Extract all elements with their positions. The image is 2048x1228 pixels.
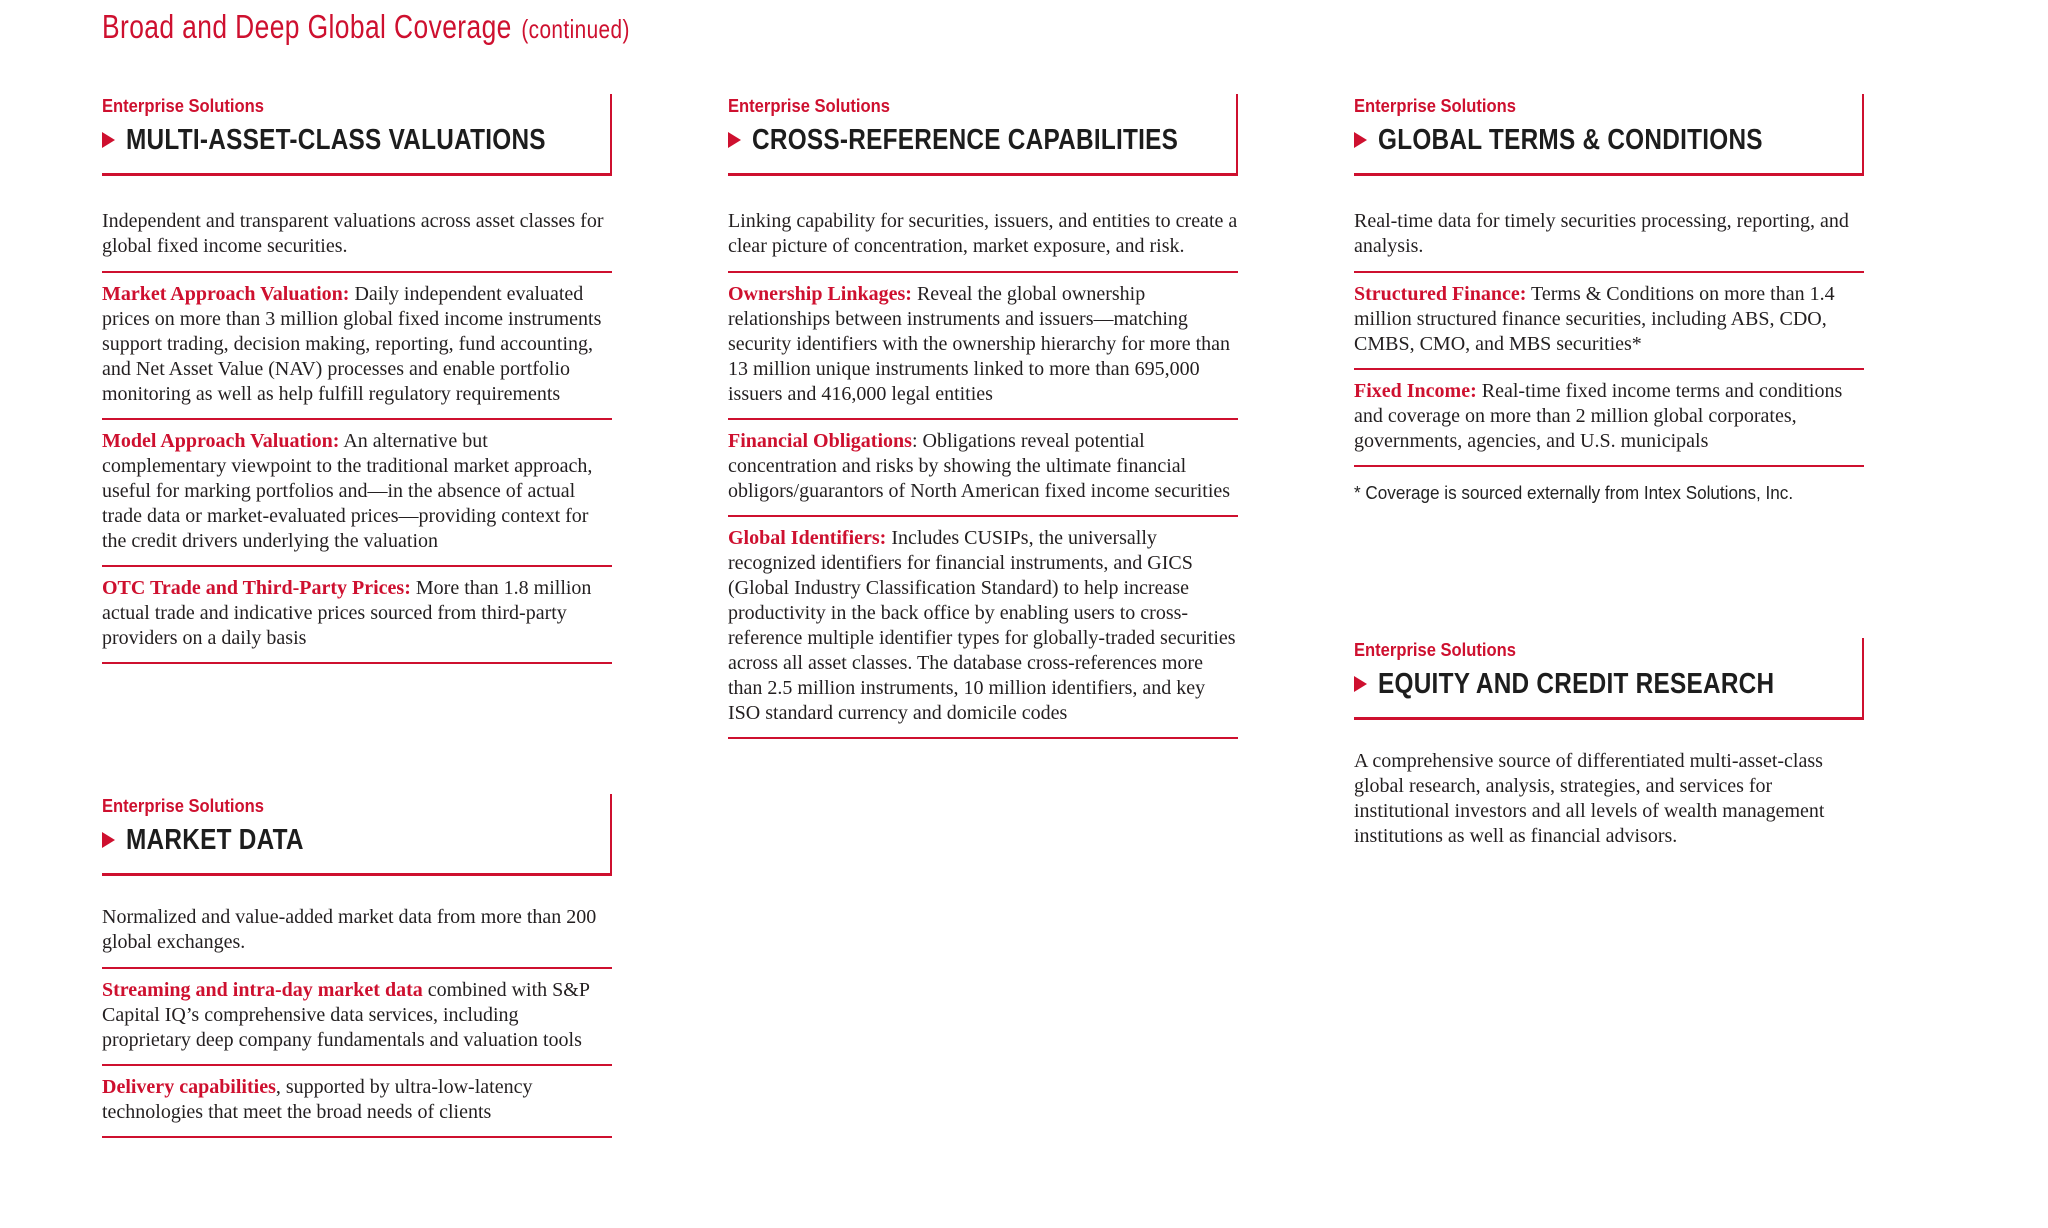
triangle-bullet-icon — [102, 832, 115, 848]
section-market-data — [102, 794, 612, 1138]
section-title-row — [1354, 124, 1862, 156]
item-text: Terms & Conditions on more than 1.4 million structured finance securities, including ABS, CDO, CMBS, CMO, and MBS securities* — [1354, 283, 1835, 355]
list-item-structured-finance — [1354, 273, 1864, 370]
item-text: Reveal the global ownership relationships between instruments and issuers—matching security identifiers with the ownership hierarchy for more than 13 million unique instruments linked to more than 695,000 issuers and 416,000 legal entities — [728, 283, 1231, 405]
triangle-bullet-icon — [1354, 132, 1367, 148]
section-equity-and-credit-research — [1354, 638, 1864, 861]
column-1 — [102, 94, 612, 1228]
section-header-equity-credit-research — [1354, 638, 1864, 720]
section-header-multi-asset-class-valuations — [102, 94, 612, 176]
section-title-row — [102, 124, 610, 156]
item-text: combined with S&P Capital IQ’s comprehensive data services, including proprietary deep company fundamentals and valuation tools — [102, 979, 590, 1051]
item-text: Real-time fixed income terms and conditions and coverage on more than 2 million global corporates, governments, agencies, and U.S. municipals — [1354, 380, 1843, 452]
list-item-financial-obligations — [728, 420, 1238, 517]
section-title-row — [728, 124, 1236, 156]
list-item-fixed-income — [1354, 370, 1864, 467]
eyebrow-label: Enterprise Solutions — [728, 96, 890, 116]
column-2 — [728, 94, 1238, 1228]
section-intro: A comprehensive source of differentiated multi-asset-class global research, analysis, strategies, and services for institutional investors and all levels of wealth management institutions as well as financial advisors. — [1354, 750, 1825, 847]
page-title — [102, 8, 630, 48]
list-item-delivery-capabilities — [102, 1066, 612, 1138]
section-intro: Independent and transparent valuations across asset classes for global fixed income securities. — [102, 209, 612, 273]
item-text: More than 1.8 million actual trade and indicative prices sourced from third-party providers on a daily basis — [102, 577, 592, 649]
item-lead: Global Identifiers: — [728, 527, 887, 549]
item-lead: Fixed Income: — [1354, 380, 1477, 402]
item-lead: Ownership Linkages: — [728, 283, 912, 305]
section-intro: Real-time data for timely securities processing, reporting, and analysis. — [1354, 209, 1864, 273]
section-title: GLOBAL TERMS & CONDITIONS — [1378, 124, 1763, 156]
item-text: : Obligations reveal potential concentration and risks by showing the ultimate financial obligors/guarantors of North American fixed income securities — [728, 430, 1231, 502]
triangle-bullet-icon — [102, 132, 115, 148]
item-lead: Structured Finance: — [1354, 283, 1527, 305]
section-header-global-terms-conditions — [1354, 94, 1864, 176]
eyebrow-label: Enterprise Solutions — [102, 96, 264, 116]
list-item-market-approach-valuation — [102, 273, 612, 420]
eyebrow-label: Enterprise Solutions — [1354, 96, 1516, 116]
eyebrow-label: Enterprise Solutions — [1354, 640, 1516, 660]
section-intro: Normalized and value-added market data from more than 200 global exchanges. — [102, 905, 612, 969]
section-header-cross-reference-capabilities — [728, 94, 1238, 176]
triangle-bullet-icon — [728, 132, 741, 148]
section-title: CROSS-REFERENCE CAPABILITIES — [752, 124, 1179, 156]
section-title: MARKET DATA — [126, 824, 304, 856]
page-title-continued: (continued) — [521, 14, 630, 44]
list-item-ownership-linkages — [728, 273, 1238, 420]
triangle-bullet-icon — [1354, 676, 1367, 692]
item-text: Includes CUSIPs, the universally recognized identifiers for financial instruments, and GICS (Global Industry Classification Standard) to help increase productivity in the back office by enabling users to cross-reference multiple identifier types for globally-traded securities across all asset classes. The database cross-references more than 2.5 million instruments, 10 million identifiers, and key ISO standard currency and domicile codes — [728, 527, 1236, 724]
section-header-market-data — [102, 794, 612, 876]
item-lead: OTC Trade and Third-Party Prices: — [102, 577, 411, 599]
section-title-row — [102, 824, 610, 856]
footnote-intex-coverage: * Coverage is sourced externally from Intex Solutions, Inc. — [1354, 483, 1794, 503]
item-text: , supported by ultra-low-latency technologies that meet the broad needs of clients — [102, 1076, 533, 1123]
item-lead: Streaming and intra-day market data — [102, 979, 423, 1001]
section-intro: Linking capability for securities, issuers, and entities to create a clear picture of concentration, market exposure, and risk. — [728, 209, 1238, 273]
list-item-streaming-intraday-market-data — [102, 969, 612, 1066]
column-3 — [1354, 94, 1864, 1228]
list-item-otc-trade-third-party-prices — [102, 567, 612, 664]
item-lead: Financial Obligations — [728, 430, 912, 452]
item-lead: Model Approach Valuation: — [102, 430, 340, 452]
page-title-main: Broad and Deep Global Coverage — [102, 8, 512, 45]
list-item-global-identifiers — [728, 517, 1238, 739]
list-item-model-approach-valuation — [102, 420, 612, 567]
eyebrow-label: Enterprise Solutions — [102, 796, 264, 816]
item-text: An alternative but complementary viewpoint to the traditional market approach, useful for marking portfolios and—in the absence of actual trade data or market-evaluated prices—providing context for the credit drivers underlying the valuation — [102, 430, 593, 552]
item-text: Daily independent evaluated prices on more than 3 million global fixed income instruments support trading, decision making, reporting, fund accounting, and Net Asset Value (NAV) processes and enable portfolio monitoring as well as help fulfill regulatory requirements — [102, 283, 602, 405]
section-title-row — [1354, 668, 1862, 700]
item-lead: Delivery capabilities — [102, 1076, 276, 1098]
section-title: EQUITY AND CREDIT RESEARCH — [1378, 668, 1775, 700]
item-lead: Market Approach Valuation: — [102, 283, 350, 305]
section-title: MULTI-ASSET-CLASS VALUATIONS — [126, 124, 546, 156]
